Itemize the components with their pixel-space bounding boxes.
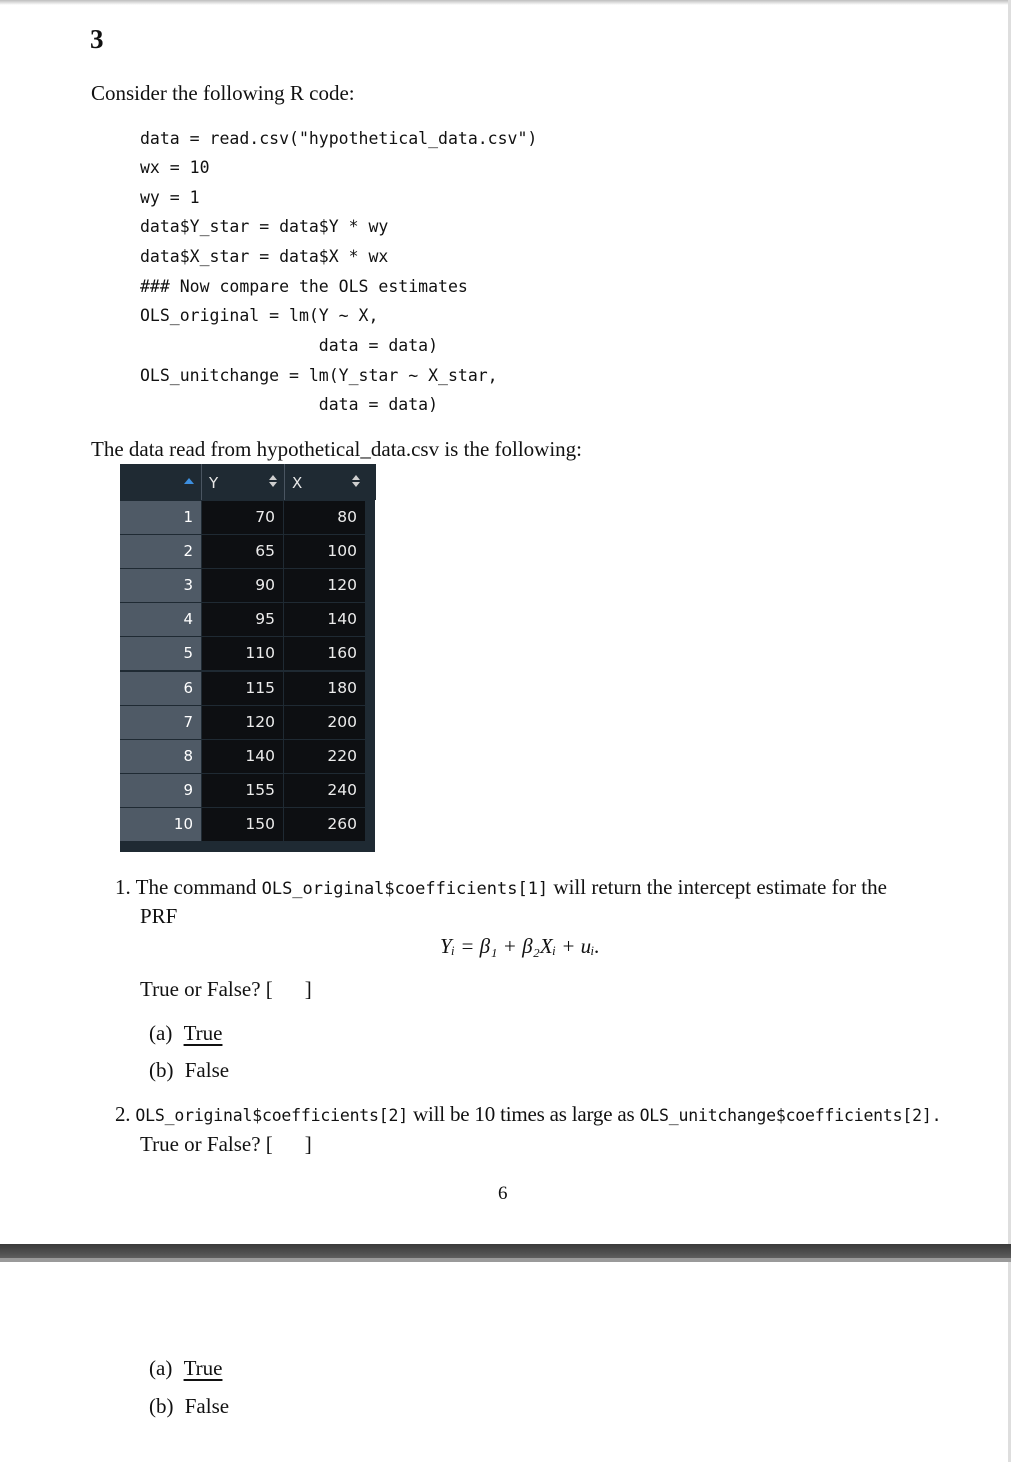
cell-y: 90 xyxy=(202,569,283,602)
table-row[interactable] xyxy=(120,637,375,671)
cell-x: 220 xyxy=(284,740,365,773)
code-line: data = data) xyxy=(140,336,439,355)
cell-x: 120 xyxy=(284,569,365,602)
column-header-x[interactable] xyxy=(284,464,376,500)
table-row[interactable] xyxy=(120,774,375,808)
prompt-text: True or False? [ xyxy=(140,1132,273,1156)
row-index: 4 xyxy=(120,603,201,636)
code-line: data = read.csv("hypothetical_data.csv") xyxy=(140,129,538,148)
column-header-y[interactable] xyxy=(201,464,284,500)
code-line: OLS_unitchange = lm(Y_star ~ X_star, xyxy=(140,366,498,385)
code-line: wx = 10 xyxy=(140,158,210,177)
code-line: data = data) xyxy=(140,395,439,414)
table-header xyxy=(120,464,375,500)
option-text: True xyxy=(183,1021,223,1045)
true-false-prompt-2 xyxy=(140,1132,312,1157)
index-header[interactable] xyxy=(120,464,201,500)
data-table xyxy=(120,464,375,852)
prf-equation: Yᵢ = β₁ + β₂Xᵢ + uᵢ. xyxy=(440,934,600,958)
question-2-code-2: OLS_unitchange$coefficients[2]. xyxy=(639,1106,942,1125)
code-line: wy = 1 xyxy=(140,188,200,207)
sort-up-icon xyxy=(184,477,194,485)
question-1-text-before: The command xyxy=(135,875,262,899)
option-text: False xyxy=(184,1394,230,1418)
cell-x: 200 xyxy=(284,706,365,739)
cell-y: 65 xyxy=(202,535,283,568)
row-index: 5 xyxy=(120,637,201,670)
option-label: (a) xyxy=(149,1356,173,1380)
row-index: 1 xyxy=(120,501,201,534)
table-row[interactable] xyxy=(120,672,375,706)
table-row[interactable] xyxy=(120,535,375,569)
question-1-code: OLS_original$coefficients[1] xyxy=(261,879,549,899)
option-text: True xyxy=(183,1356,223,1380)
question-2 xyxy=(115,1102,941,1127)
cell-x: 180 xyxy=(284,672,365,705)
question-1-number: 1. xyxy=(115,875,131,899)
cell-x: 100 xyxy=(284,535,365,568)
true-false-prompt-1 xyxy=(140,977,312,1002)
cell-x: 260 xyxy=(284,808,365,841)
question-2-middle: will be 10 times as large as xyxy=(407,1102,640,1126)
cell-x: 240 xyxy=(284,774,365,807)
page-break-edge xyxy=(0,1258,1011,1262)
row-index: 3 xyxy=(120,569,201,602)
top-shadow xyxy=(0,0,1011,5)
cell-y: 95 xyxy=(202,603,283,636)
row-index: 2 xyxy=(120,535,201,568)
q2-option-b[interactable] xyxy=(149,1394,229,1419)
code-line: data$X_star = data$X * wx xyxy=(140,247,389,266)
code-comment: ### Now compare the OLS estimates xyxy=(140,277,468,296)
column-label: Y xyxy=(209,474,219,492)
question-1-line2: PRF xyxy=(140,904,178,928)
prompt-close: ] xyxy=(304,1132,312,1156)
cell-x: 160 xyxy=(284,637,365,670)
page-number: 6 xyxy=(498,1183,508,1204)
cell-y: 70 xyxy=(202,501,283,534)
sort-toggle-icon xyxy=(351,474,361,488)
table-row[interactable] xyxy=(120,706,375,740)
sort-toggle-icon xyxy=(268,474,278,488)
cell-y: 110 xyxy=(202,637,283,670)
cell-y: 150 xyxy=(202,808,283,841)
cell-x: 140 xyxy=(284,603,365,636)
row-index: 8 xyxy=(120,740,201,773)
option-label: (b) xyxy=(149,1058,174,1082)
q1-option-b[interactable] xyxy=(149,1058,229,1083)
row-index: 7 xyxy=(120,706,201,739)
code-line: OLS_original = lm(Y ~ X, xyxy=(140,306,379,325)
cell-x: 80 xyxy=(284,501,365,534)
option-text: False xyxy=(184,1058,230,1082)
column-label: X xyxy=(292,474,303,492)
cell-y: 155 xyxy=(202,774,283,807)
table-row[interactable] xyxy=(120,740,375,774)
cell-y: 140 xyxy=(202,740,283,773)
q2-option-a[interactable] xyxy=(149,1356,222,1381)
table-row[interactable] xyxy=(120,808,375,842)
table-row[interactable] xyxy=(120,501,375,535)
prompt-close: ] xyxy=(304,977,312,1001)
row-index: 9 xyxy=(120,774,201,807)
question-1-text-after: will return the intercept estimate for the xyxy=(548,875,887,899)
row-index: 6 xyxy=(120,672,201,705)
prompt-text: True or False? [ xyxy=(140,977,273,1001)
option-label: (b) xyxy=(149,1394,174,1418)
table-row[interactable] xyxy=(120,603,375,637)
q1-option-a[interactable] xyxy=(149,1021,222,1046)
intro-text: Consider the following R code: xyxy=(91,81,355,105)
question-number: 3 xyxy=(90,24,104,54)
question-1 xyxy=(115,875,887,900)
question-2-code-1: OLS_original$coefficients[2] xyxy=(135,1106,408,1125)
question-2-number: 2. xyxy=(115,1102,131,1126)
table-row[interactable] xyxy=(120,569,375,603)
cell-y: 115 xyxy=(202,672,283,705)
option-label: (a) xyxy=(149,1021,173,1045)
cell-y: 120 xyxy=(202,706,283,739)
code-line: data$Y_star = data$Y * wy xyxy=(140,217,389,236)
data-intro-text: The data read from hypothetical_data.csv is the following: xyxy=(91,437,583,461)
row-index: 10 xyxy=(120,808,201,841)
